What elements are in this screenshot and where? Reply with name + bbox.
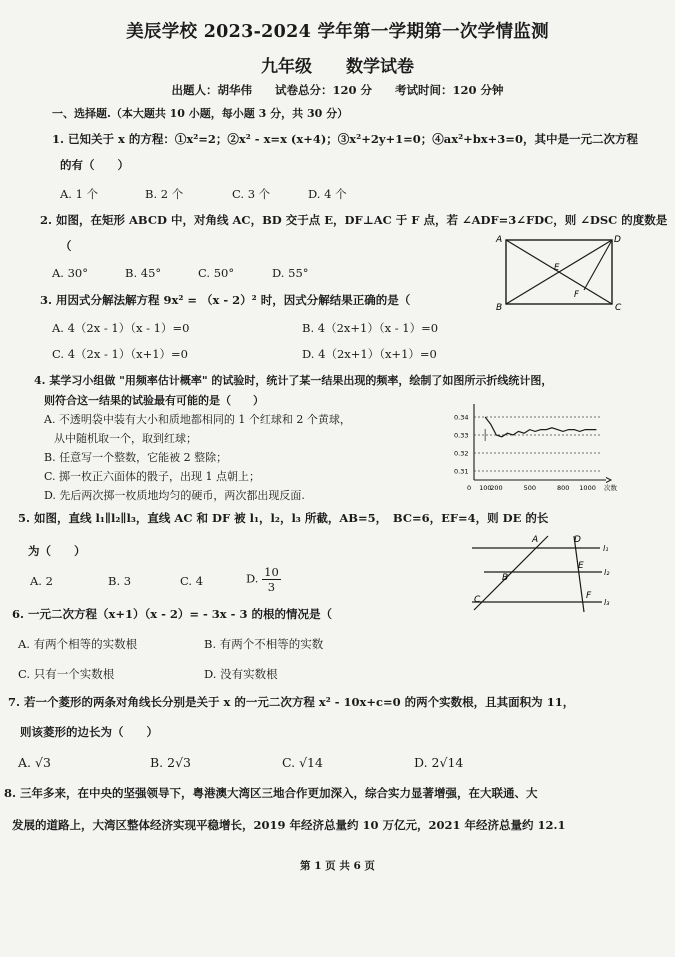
q4-option-a: A. 不透明袋中装有大小和质地都相同的 1 个红球和 2 个黄球，	[44, 413, 351, 426]
origin-label: 0	[467, 484, 472, 492]
q5-option-d-label: D.	[246, 571, 259, 586]
q8-stem: 8. 三年多来，在中央的坚强领导下，粤港澳大湾区三地合作更加深入，综合实力显著增强，在大联通、大	[4, 786, 538, 800]
q6-option-b: B. 有两个不相等的实数	[204, 637, 324, 651]
q7-option-c: C. √14	[282, 755, 323, 770]
q5-option-a: A. 2	[30, 574, 53, 588]
q5-label-l2: l₂	[604, 568, 610, 577]
x-tick-label: 800	[557, 484, 570, 492]
q4-frequency-line-chart	[452, 400, 620, 492]
q5-label-d: D	[574, 535, 581, 545]
q8-stem-cont: 发展的道路上，大湾区整体经济实现平稳增长，2019 年经济总量约 10 万亿元，2021 年经济总量约 12.1	[12, 818, 566, 832]
q2-label-b: B	[496, 303, 503, 312]
page-number: 第 1 页 共 6 页	[300, 860, 375, 872]
q2-option-a: A. 30°	[52, 266, 88, 280]
q5-label-b: B	[502, 573, 509, 583]
chart-series	[485, 417, 596, 441]
q2-label-a: A	[496, 235, 503, 245]
q5-option-d	[246, 565, 281, 594]
q2-label-e: E	[554, 263, 560, 273]
fraction-denominator: 3	[267, 580, 276, 594]
q5-option-b: B. 3	[108, 574, 132, 588]
x-tick-label: 500	[523, 484, 537, 492]
q5-parallel-lines-figure	[470, 530, 620, 615]
q7-option-a: A. √3	[18, 755, 51, 770]
q3-stem: 3. 用因式分解法解方程 9x² = （x - 2）² 时，因式分解结果正确的是（	[40, 293, 411, 307]
q6-option-a: A. 有两个相等的实数根	[18, 637, 138, 651]
q4-stem-cont: 则符合这一结果的试验最有可能的是（ ）	[44, 394, 264, 407]
q5-stem-cont: 为（ ）	[28, 544, 86, 558]
q5-option-d-fraction	[262, 565, 281, 594]
q1-option-a: A. 1 个	[60, 187, 99, 201]
section-heading: 一、选择题.（本大题共 10 小题，每小题 3 分，共 30 分）	[52, 107, 349, 120]
q3-option-a: A. 4（2x - 1）（x - 1）=0	[52, 321, 190, 335]
q3-option-b: B. 4（2x+1）（x - 1）=0	[302, 321, 439, 335]
q5-label-a: A	[532, 535, 539, 545]
x-axis-label: 次数	[604, 484, 617, 492]
q4-option-a-cont: 从中随机取一个，取到红球；	[54, 432, 197, 445]
q2-stem-cont: （	[60, 239, 72, 253]
q6-option-d: D. 没有实数根	[204, 667, 278, 681]
q4-option-d: D. 先后两次掷一枚质地均匀的硬币，两次都出现反面.	[44, 489, 305, 502]
q5-label-l1: l₁	[603, 544, 609, 553]
q5-label-c: C	[474, 595, 481, 605]
q6-stem: 6. 一元二次方程（x+1）（x - 2）= - 3x - 3 的根的情况是（	[12, 607, 332, 621]
q2-label-c: C	[615, 303, 622, 312]
q4-option-b: B. 任意写一个整数，它能被 2 整除；	[44, 451, 228, 464]
exam-info: 出题人：胡华伟 试卷总分：120 分 考试时间：120 分钟	[171, 83, 504, 97]
q1-option-d: D. 4 个	[308, 187, 347, 201]
q2-rectangle-figure	[494, 230, 626, 312]
x-axis-arrow	[606, 478, 611, 483]
q5-label-e: E	[578, 561, 584, 571]
q7-option-d: D. 2√14	[414, 755, 464, 770]
q2-stem: 2. 如图，在矩形 ABCD 中，对角线 AC，BD 交于点 E，DF⊥AC 于 F 点，若 ∠ADF=3∠FDC，则 ∠DSC 的度数是	[40, 213, 668, 227]
q7-stem-cont: 则该菱形的边长为（ ）	[20, 725, 158, 739]
q2-option-d: D. 55°	[272, 266, 309, 280]
exam-title: 美辰学校 2023-2024 学年第一学期第一次学情监测	[126, 22, 549, 42]
q2-option-b: B. 45°	[125, 266, 162, 280]
q3-option-d: D. 4（2x+1）（x+1）=0	[302, 347, 437, 361]
q5-label-l3: l₃	[604, 598, 610, 607]
q5-stem: 5. 如图，直线 l₁∥l₂∥l₃，直线 AC 和 DF 被 l₁，l₂，l₃ 所截，AB=5， BC=6，EF=4，则 DE 的长	[18, 511, 549, 525]
y-tick-label: 0.31	[454, 467, 469, 476]
q2-option-c: C. 50°	[198, 266, 235, 280]
x-tick-label: 200	[490, 484, 503, 492]
q7-option-b: B. 2√3	[150, 755, 192, 770]
fraction-numerator: 10	[264, 565, 279, 579]
q1-option-b: B. 2 个	[145, 187, 184, 201]
q5-option-c: C. 4	[180, 574, 204, 588]
y-tick-label: 0.32	[454, 449, 469, 458]
q1-stem-cont: 的有（ ）	[60, 158, 129, 172]
q6-option-c: C. 只有一个实数根	[18, 667, 115, 681]
q1-stem: 1. 已知关于 x 的方程：①x²=2；②x² - x=x (x+4)；③x²+2y+1=0；④ax²+bx+3=0，其中是一元二次方程	[52, 132, 638, 146]
y-tick-label: 0.34	[454, 413, 469, 422]
q7-stem: 7. 若一个菱形的两条对角线长分别是关于 x 的一元二次方程 x² - 10x+c=0 的两个实数根，且其面积为 11，	[8, 695, 575, 709]
q5-label-f: F	[586, 591, 592, 601]
exam-subtitle: 九年级 数学试卷	[261, 57, 414, 77]
q2-label-d: D	[614, 235, 621, 245]
q1-option-c: C. 3 个	[232, 187, 271, 201]
q4-option-c: C. 掷一枚正六面体的骰子，出现 1 点朝上；	[44, 470, 261, 483]
frequency-line	[485, 417, 596, 437]
q4-stem: 4. 某学习小组做 "用频率估计概率" 的试验时，统计了某一结果出现的频率，绘制了如图所示折线统计图，	[34, 374, 553, 387]
q2-label-f: F	[574, 290, 579, 300]
q3-option-c: C. 4（2x - 1）（x+1）=0	[52, 347, 188, 361]
x-tick-label: 1000	[579, 484, 596, 492]
x-tick-label: 100	[479, 484, 492, 492]
y-tick-label: 0.33	[454, 431, 469, 440]
